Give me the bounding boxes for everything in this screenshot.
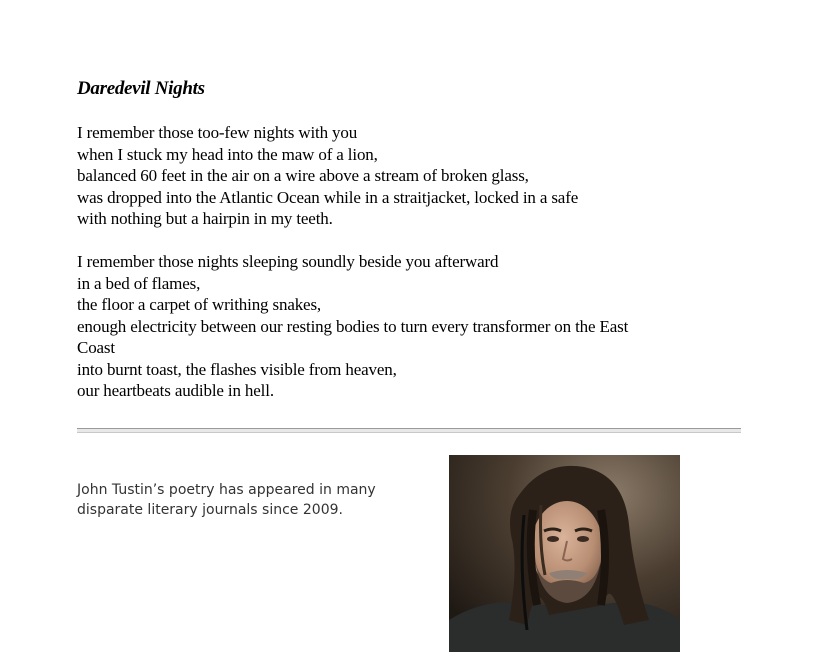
poem-line: I remember those nights sleeping soundly beside you afterward bbox=[77, 252, 499, 271]
poem-line: in a bed of flames, bbox=[77, 273, 201, 293]
poem-line: the floor a carpet of writhing snakes, bbox=[77, 295, 322, 314]
poem-stanza-2 bbox=[77, 251, 628, 402]
poem-line: when I stuck my head into the maw of a lion, bbox=[77, 144, 378, 164]
author-bio bbox=[77, 480, 417, 520]
author-portrait-image bbox=[449, 455, 680, 652]
poem-line: into burnt toast, the flashes visible from heaven, bbox=[77, 359, 397, 379]
poem-line: with nothing but a hairpin in my teeth. bbox=[77, 209, 333, 228]
poem-line: was dropped into the Atlantic Ocean while in a straitjacket, locked in a safe bbox=[77, 187, 579, 207]
poem-stanza-1 bbox=[77, 122, 578, 230]
poem-title: Daredevil Nights bbox=[77, 78, 205, 99]
poem-line: I remember those too-few nights with you bbox=[77, 123, 358, 142]
poem-line: balanced 60 feet in the air on a wire above a stream of broken glass, bbox=[77, 166, 529, 185]
author-photo bbox=[449, 455, 680, 652]
poem-line: enough electricity between our resting bodies to turn every transformer on the East bbox=[77, 316, 629, 336]
poem-line: Coast bbox=[77, 338, 115, 357]
bio-line: disparate literary journals since 2009. bbox=[77, 502, 343, 518]
section-divider bbox=[77, 428, 741, 433]
poem-line: our heartbeats audible in hell. bbox=[77, 381, 274, 400]
bio-line: John Tustin’s poetry has appeared in many bbox=[77, 482, 376, 498]
